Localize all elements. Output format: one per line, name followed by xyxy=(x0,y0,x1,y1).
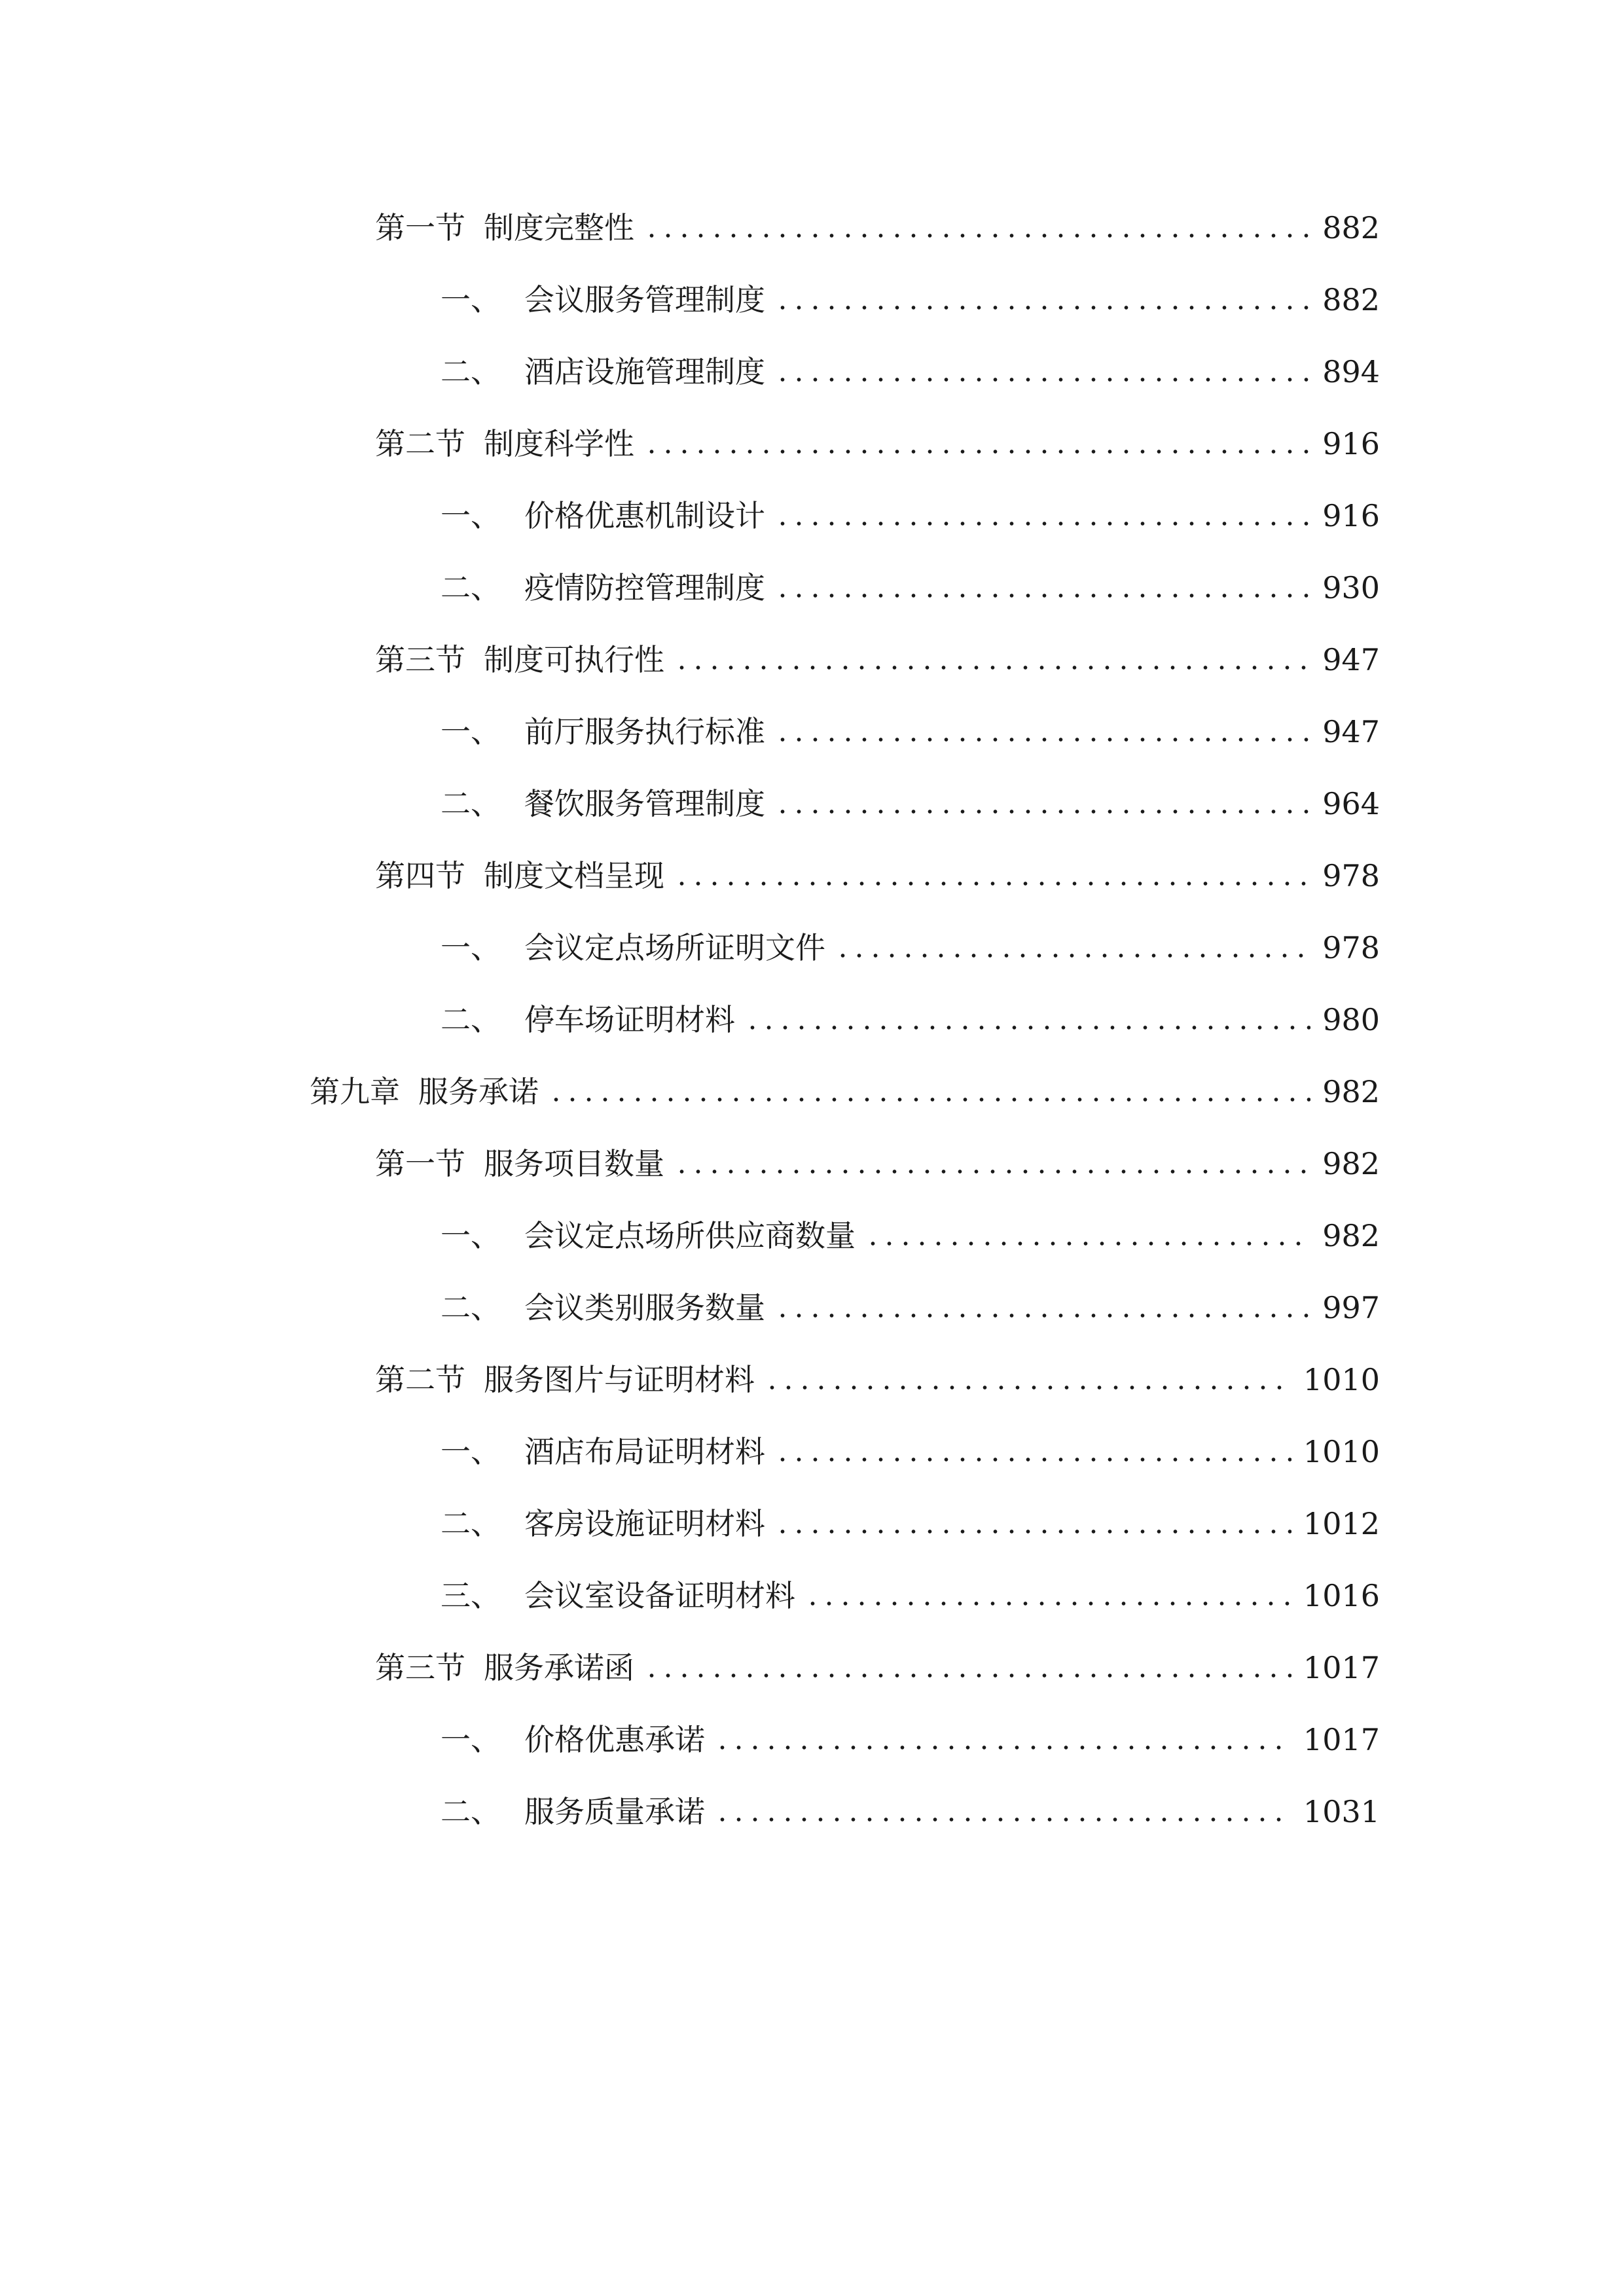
toc-entry-page-number: 1012 xyxy=(1303,1506,1380,1541)
toc-entry-title: 服务项目数量 xyxy=(484,1146,664,1181)
toc-entry-prefix: 第三节 xyxy=(375,1650,465,1685)
toc-entry-page-number: 1017 xyxy=(1303,1722,1380,1757)
dot-leader xyxy=(674,1141,1310,1187)
toc-entry-section[interactable] xyxy=(375,853,1380,899)
dot-leader xyxy=(774,1501,1291,1547)
dot-leader xyxy=(774,1285,1310,1331)
toc-entry-page-number: 997 xyxy=(1322,1290,1380,1325)
toc-entry-page-number: 882 xyxy=(1322,282,1380,317)
dot-leader xyxy=(774,1429,1291,1475)
dot-leader xyxy=(714,1717,1291,1763)
toc-entry-title: 价格优惠承诺 xyxy=(524,1722,705,1757)
dot-leader xyxy=(643,421,1310,467)
toc-entry-item[interactable] xyxy=(441,781,1380,827)
toc-entry-prefix: 第四节 xyxy=(375,858,465,893)
toc-entry-title: 酒店设施管理制度 xyxy=(524,354,765,389)
toc-entry-page-number: 930 xyxy=(1322,570,1380,605)
dot-leader xyxy=(674,853,1310,899)
toc-entry-prefix: 一、 xyxy=(441,930,501,965)
dot-leader xyxy=(774,565,1310,611)
toc-entry-section[interactable] xyxy=(375,637,1380,683)
toc-entry-prefix: 三、 xyxy=(441,1578,501,1613)
toc-entry-page-number: 982 xyxy=(1322,1074,1380,1109)
toc-entry-prefix: 一、 xyxy=(441,498,501,533)
toc-entry-page-number: 882 xyxy=(1322,210,1380,245)
toc-entry-title: 会议定点场所证明文件 xyxy=(524,930,825,965)
toc-entry-title: 会议定点场所供应商数量 xyxy=(524,1218,856,1253)
toc-entry-prefix: 二、 xyxy=(441,786,501,821)
toc-entry-title: 价格优惠机制设计 xyxy=(524,498,765,533)
toc-entry-page-number: 980 xyxy=(1322,1002,1380,1037)
toc-entry-prefix: 一、 xyxy=(441,714,501,749)
toc-entry-prefix: 二、 xyxy=(441,570,501,605)
toc-entry-prefix: 二、 xyxy=(441,1002,501,1037)
toc-entry-section[interactable] xyxy=(375,1357,1380,1403)
toc-entry-item[interactable] xyxy=(441,1429,1380,1475)
toc-entry-section[interactable] xyxy=(375,1141,1380,1187)
toc-entry-prefix: 一、 xyxy=(441,1722,501,1757)
toc-entry-prefix: 二、 xyxy=(441,1794,501,1829)
toc-entry-item[interactable] xyxy=(441,925,1380,971)
toc-entry-prefix: 一、 xyxy=(441,1218,501,1253)
toc-entry-prefix: 一、 xyxy=(441,282,501,317)
toc-entry-item[interactable] xyxy=(441,1213,1380,1259)
toc-entry-item[interactable] xyxy=(441,1501,1380,1547)
toc-entry-page-number: 1010 xyxy=(1303,1434,1380,1469)
toc-entry-page-number: 1017 xyxy=(1303,1650,1380,1685)
dot-leader xyxy=(674,637,1310,683)
toc-entry-page-number: 947 xyxy=(1322,714,1380,749)
dot-leader xyxy=(643,1645,1291,1691)
toc-entry-section[interactable] xyxy=(375,1645,1380,1691)
toc-entry-prefix: 第九章 xyxy=(310,1074,400,1109)
toc-entry-title: 制度科学性 xyxy=(484,426,634,461)
toc-entry-prefix: 二、 xyxy=(441,354,501,389)
toc-entry-title: 疫情防控管理制度 xyxy=(524,570,765,605)
dot-leader xyxy=(774,493,1310,539)
toc-entry-page-number: 964 xyxy=(1322,786,1380,821)
toc-entry-chapter[interactable] xyxy=(310,1069,1380,1115)
dot-leader xyxy=(774,349,1310,395)
toc-entry-page-number: 978 xyxy=(1322,930,1380,965)
toc-entry-section[interactable] xyxy=(375,205,1380,251)
toc-entry-title: 会议服务管理制度 xyxy=(524,282,765,317)
dot-leader xyxy=(835,925,1310,971)
toc-entry-page-number: 947 xyxy=(1322,642,1380,677)
toc-entry-title: 制度完整性 xyxy=(484,210,634,245)
dot-leader xyxy=(774,709,1310,755)
toc-entry-title: 停车场证明材料 xyxy=(524,1002,735,1037)
dot-leader xyxy=(865,1213,1310,1259)
toc-entry-prefix: 第一节 xyxy=(375,1146,465,1181)
toc-entry-prefix: 一、 xyxy=(441,1434,501,1469)
toc-entry-page-number: 982 xyxy=(1322,1146,1380,1181)
toc-entry-title: 会议室设备证明材料 xyxy=(524,1578,795,1613)
toc-entry-title: 酒店布局证明材料 xyxy=(524,1434,765,1469)
toc-entry-section[interactable] xyxy=(375,421,1380,467)
toc-entry-prefix: 第二节 xyxy=(375,426,465,461)
toc-entry-page-number: 1010 xyxy=(1303,1362,1380,1397)
toc-entry-page-number: 894 xyxy=(1322,354,1380,389)
toc-entry-item[interactable] xyxy=(441,565,1380,611)
toc-entry-title: 制度文档呈现 xyxy=(484,858,664,893)
toc-entry-prefix: 第一节 xyxy=(375,210,465,245)
toc-entry-item[interactable] xyxy=(441,493,1380,539)
toc-entry-item[interactable] xyxy=(441,349,1380,395)
toc-entry-prefix: 二、 xyxy=(441,1290,501,1325)
toc-entry-item[interactable] xyxy=(441,1285,1380,1331)
toc-entry-prefix: 第三节 xyxy=(375,642,465,677)
toc-entry-title: 服务承诺 xyxy=(418,1074,539,1109)
toc-entry-item[interactable] xyxy=(441,1573,1380,1619)
dot-leader xyxy=(548,1069,1310,1115)
toc-entry-page-number: 982 xyxy=(1322,1218,1380,1253)
toc-entry-title: 客房设施证明材料 xyxy=(524,1506,765,1541)
toc-entry-title: 服务图片与证明材料 xyxy=(484,1362,755,1397)
toc-entry-item[interactable] xyxy=(441,277,1380,323)
toc-entry-title: 制度可执行性 xyxy=(484,642,664,677)
toc-entry-title: 服务承诺函 xyxy=(484,1650,634,1685)
toc-entry-item[interactable] xyxy=(441,1789,1380,1835)
dot-leader xyxy=(804,1573,1291,1619)
toc-entry-item[interactable] xyxy=(441,997,1380,1043)
toc-entry-item[interactable] xyxy=(441,709,1380,755)
toc-entry-page-number: 1016 xyxy=(1303,1578,1380,1613)
toc-entry-title: 服务质量承诺 xyxy=(524,1794,705,1829)
toc-entry-page-number: 1031 xyxy=(1303,1794,1380,1829)
dot-leader xyxy=(764,1357,1291,1403)
dot-leader xyxy=(643,205,1310,251)
dot-leader xyxy=(744,997,1310,1043)
toc-entry-prefix: 二、 xyxy=(441,1506,501,1541)
toc-entry-prefix: 第二节 xyxy=(375,1362,465,1397)
dot-leader xyxy=(774,277,1310,323)
toc-entry-page-number: 916 xyxy=(1322,426,1380,461)
dot-leader xyxy=(714,1789,1291,1835)
toc-entry-page-number: 978 xyxy=(1322,858,1380,893)
toc-entry-page-number: 916 xyxy=(1322,498,1380,533)
toc-entry-title: 前厅服务执行标准 xyxy=(524,714,765,749)
toc-entry-title: 会议类别服务数量 xyxy=(524,1290,765,1325)
dot-leader xyxy=(774,781,1310,827)
toc-entry-item[interactable] xyxy=(441,1717,1380,1763)
toc-entry-title: 餐饮服务管理制度 xyxy=(524,786,765,821)
